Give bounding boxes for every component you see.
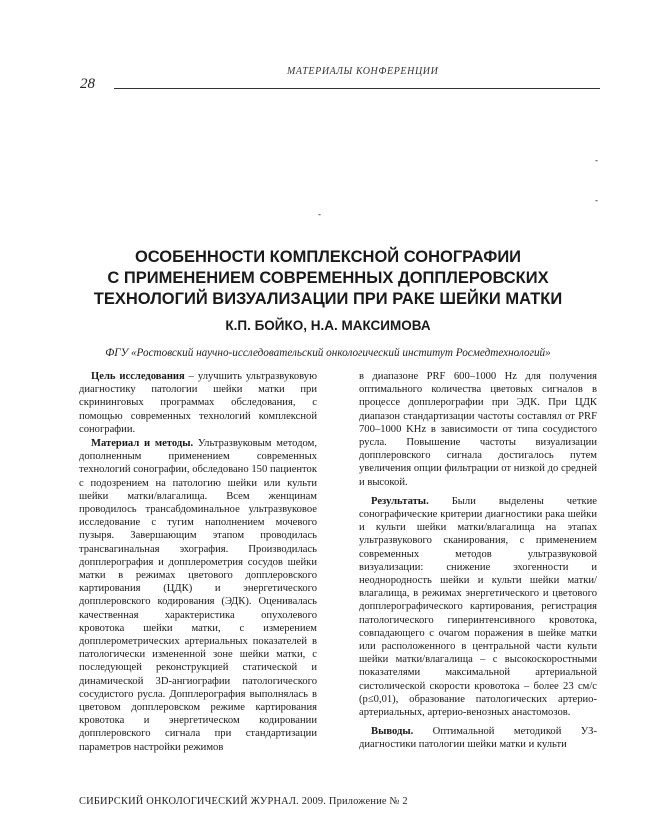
journal-footer: СИБИРСКИЙ ОНКОЛОГИЧЕСКИЙ ЖУРНАЛ. 2009. Приложение № 2 xyxy=(79,796,408,807)
results-paragraph xyxy=(359,495,597,719)
aim-paragraph xyxy=(79,370,317,436)
page-number: 28 xyxy=(80,76,95,92)
aim-text: – улучшить ультразвуковую диагностику патологии шейки матки при скрининговых программах обследования, с помощью современных технологий комплексной сонографии. xyxy=(79,371,318,435)
right-column xyxy=(359,370,597,752)
title-line: ТЕХНОЛОГИЙ ВИЗУАЛИЗАЦИИ ПРИ РАКЕ ШЕЙКИ МАТКИ xyxy=(93,290,563,308)
header-rule xyxy=(114,88,600,89)
conclusions-label: Выводы. xyxy=(371,726,414,738)
results-text: Были выделены четкие сонографические критерии диагностики рака шейки и культи шейки матки/влагалища на этапах ультразвукового сканирования, с применением современных методов ультразвуковой визуализации: снижение эхогенности и неоднородность шейки и культи шейки матки/влагалища, в режимах энергетического и цветового допплерографического картирования, регистрация патологического гиперинтенсивного кровотока, совпадающего с очагом поражения в шейке матки или расположенного в центральной части культи шейки матки/влагалища – с высокоскоростными показателями максимальной артериальной систолической скорости кровотока – более 23 см/с (p≤0,01), образование патологических артерио-артериальных, артерио-венозных анастомозов. xyxy=(359,495,597,719)
affiliation: ФГУ «Ростовский научно-исследовательский онкологический институт Росмедтехнологий» xyxy=(105,347,551,359)
results-label: Результаты. xyxy=(371,495,429,507)
methods-label: Материал и методы. xyxy=(91,438,194,450)
article-title xyxy=(70,247,586,310)
title-line: ОСОБЕННОСТИ КОМПЛЕКСНОЙ СОНОГРАФИИ xyxy=(134,248,522,266)
authors: К.П. БОЙКО, Н.А. МАКСИМОВА xyxy=(225,318,431,333)
methods-paragraph xyxy=(79,437,317,754)
conclusions-text: Оптимальной методикой УЗ-диагностики патологии шейки матки и культи xyxy=(359,726,597,751)
conclusions-paragraph xyxy=(359,725,597,751)
methods-continued: в диапазоне PRF 600–1000 Hz для получения оптимального количества цветовых сигналов в процессе допплерографии при ЭДК. При ЦДК диапазон стандартизации частоты составлял от PRF 700–1000 KHz в зависимости от типа сосудистого русла. Повышение частоты визуализации допплеровского сигнала достигалось путем увеличения опции фильтрации от низкой до средней и высокой. xyxy=(359,371,597,488)
title-line: С ПРИМЕНЕНИЕМ СОВРЕМЕННЫХ ДОППЛЕРОВСКИХ xyxy=(107,269,549,287)
margin-mark: - xyxy=(318,209,321,219)
left-column xyxy=(79,370,317,754)
margin-mark: - xyxy=(595,155,598,165)
aim-label: Цель исследования xyxy=(91,371,185,382)
running-header: МАТЕРИАЛЫ КОНФЕРЕНЦИИ xyxy=(287,66,439,77)
margin-mark: - xyxy=(595,195,598,205)
methods-text: Ультразвуковым методом, дополненным применением современных технологий сонографии, обследовано 150 пациенток с подозрением на патологию шейки или культи шейки матки/влагалища. Всем женщинам проводилось трансабдоминальное ультразвуковое исследование с тугим наполнением мочевого пузыря. Завершающим этапом проводилась трансвагинальная эхография. Производилась допплерография и допплерометрия сосудов шейки матки в режимах цветового допплеровского картирования (ЦДК) и энергетического допплеровского кодирования (ЭДК). Оценивалась качественная характеристика опухолевого кровотока шейки матки, с измерением допплерометрических артериальных показателей в патологически измененной зоне шейки матки, с последующей реконструкцией статической и динамической 3D-ангиографии патологического сосудистого русла. Допплерография выполнялась в цветовом допплеровском режиме картирования кровотока и энергетическом кодировании допплеровского сигнала при стандартизации параметров настройки режимов xyxy=(79,438,317,753)
